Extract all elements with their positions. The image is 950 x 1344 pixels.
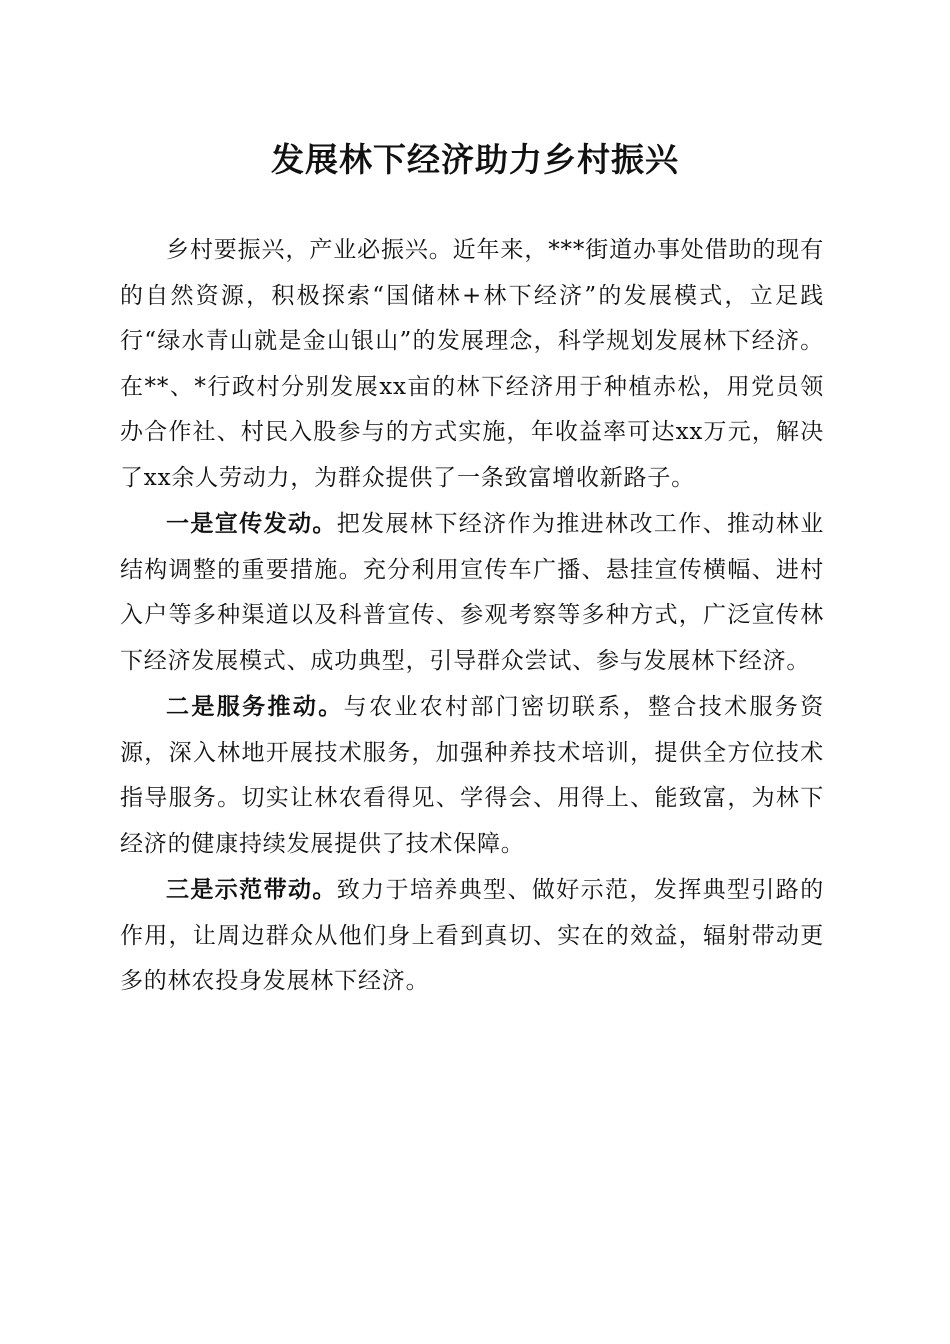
paragraph-text: 与农业农村部门密切联系，整合技术服务资源，深入林地开展技术服务，加强种养技术培训，提供全方位技术指导服务。切实让林农看得见、学得会、用得上、能致富，为林下经济的健康持续发展提供了技术保障。	[120, 694, 824, 857]
paragraph-text: 把发展林下经济作为推进林改工作、推动林业结构调整的重要措施。充分利用宣传车广播、悬挂宣传横幅、进村入户等多种渠道以及科普宣传、参观考察等多种方式，广泛宣传林下经济发展模式、成功典型，引导群众尝试、参与发展林下经济。	[120, 511, 824, 674]
paragraph-text: 乡村要振兴，产业必振兴。近年来，***街道办事处借助的现有的自然资源，积极探索“国储林+林下经济”的发展模式，立足践行“绿水青山就是金山银山”的发展理念，科学规划发展林下经济。在**、*行政村分别发展xx亩的林下经济用于种植赤松，用党员领办合作社、村民入股参与的方式实施，年收益率可达xx万元，解决了xx余人劳动力，为群众提供了一条致富增收新路子。	[120, 237, 824, 491]
paragraph-text: 致力于培养典型、做好示范，发挥典型引路的作用，让周边群众从他们身上看到真切、实在的效益，辐射带动更多的林农投身发展林下经济。	[120, 877, 824, 994]
paragraph-service	[120, 684, 824, 867]
paragraph-lead: 三是示范带动。	[166, 876, 337, 903]
document-title: 发展林下经济助力乡村振兴	[271, 140, 679, 179]
paragraph-intro	[120, 228, 824, 501]
paragraph-publicity	[120, 501, 824, 684]
paragraph-demonstration	[120, 867, 824, 1005]
paragraph-lead: 一是宣传发动。	[166, 510, 337, 537]
paragraph-lead: 二是服务推动。	[166, 693, 344, 720]
document-body	[120, 228, 824, 1005]
